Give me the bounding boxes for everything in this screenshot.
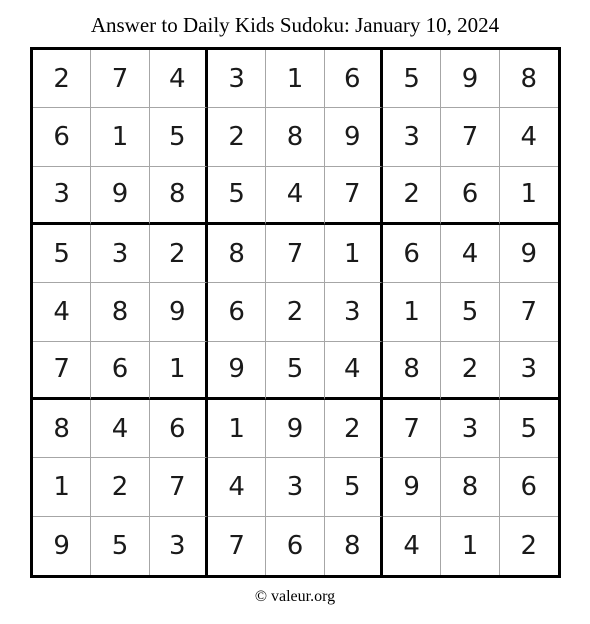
sudoku-cell-r3-c8: 6 [441,167,499,225]
sudoku-cell-r3-c1: 3 [33,167,91,225]
sudoku-cell-r3-c3: 8 [150,167,208,225]
sudoku-cell-r1-c2: 7 [91,50,149,108]
sudoku-cell-r9-c5: 6 [266,517,324,575]
sudoku-cell-r7-c4: 1 [208,400,266,458]
sudoku-cell-r3-c6: 7 [325,167,383,225]
sudoku-cell-r2-c4: 2 [208,108,266,166]
sudoku-cell-r4-c2: 3 [91,225,149,283]
sudoku-cell-r8-c8: 8 [441,458,499,516]
sudoku-cell-r6-c9: 3 [500,342,558,400]
sudoku-cell-r8-c7: 9 [383,458,441,516]
sudoku-cell-r9-c6: 8 [325,517,383,575]
sudoku-cell-r7-c2: 4 [91,400,149,458]
sudoku-cell-r1-c4: 3 [208,50,266,108]
sudoku-cell-r9-c3: 3 [150,517,208,575]
sudoku-cell-r9-c2: 5 [91,517,149,575]
sudoku-cell-r7-c6: 2 [325,400,383,458]
page-title: Answer to Daily Kids Sudoku: January 10, 2024 [90,13,500,37]
sudoku-cell-r9-c7: 4 [383,517,441,575]
sudoku-cell-r8-c9: 6 [500,458,558,516]
sudoku-cell-r2-c6: 9 [325,108,383,166]
sudoku-cell-r5-c3: 9 [150,283,208,341]
sudoku-cell-r8-c6: 5 [325,458,383,516]
sudoku-cell-r6-c4: 9 [208,342,266,400]
sudoku-grid [30,47,561,578]
sudoku-cell-r6-c3: 1 [150,342,208,400]
sudoku-cell-r5-c7: 1 [383,283,441,341]
sudoku-cell-r9-c1: 9 [33,517,91,575]
sudoku-cell-r7-c7: 7 [383,400,441,458]
sudoku-cell-r5-c8: 5 [441,283,499,341]
sudoku-cell-r7-c9: 5 [500,400,558,458]
sudoku-cell-r6-c1: 7 [33,342,91,400]
sudoku-cell-r8-c2: 2 [91,458,149,516]
sudoku-cell-r1-c6: 6 [325,50,383,108]
sudoku-cell-r7-c8: 3 [441,400,499,458]
sudoku-cell-r6-c8: 2 [441,342,499,400]
sudoku-cell-r4-c8: 4 [441,225,499,283]
sudoku-cell-r4-c1: 5 [33,225,91,283]
sudoku-cell-r9-c4: 7 [208,517,266,575]
sudoku-cell-r4-c3: 2 [150,225,208,283]
sudoku-cell-r5-c2: 8 [91,283,149,341]
sudoku-cell-r4-c9: 9 [500,225,558,283]
sudoku-cell-r3-c9: 1 [500,167,558,225]
sudoku-cell-r2-c3: 5 [150,108,208,166]
sudoku-cell-r8-c5: 3 [266,458,324,516]
sudoku-cell-r3-c5: 4 [266,167,324,225]
sudoku-cell-r1-c1: 2 [33,50,91,108]
sudoku-cell-r1-c3: 4 [150,50,208,108]
sudoku-cell-r5-c5: 2 [266,283,324,341]
copyright-footer: © valeur.org [254,588,336,605]
sudoku-cell-r9-c8: 1 [441,517,499,575]
sudoku-cell-r8-c4: 4 [208,458,266,516]
sudoku-cell-r6-c2: 6 [91,342,149,400]
sudoku-cell-r5-c6: 3 [325,283,383,341]
sudoku-cell-r2-c5: 8 [266,108,324,166]
sudoku-cell-r8-c3: 7 [150,458,208,516]
sudoku-cell-r6-c6: 4 [325,342,383,400]
sudoku-cell-r4-c7: 6 [383,225,441,283]
sudoku-cell-r1-c8: 9 [441,50,499,108]
sudoku-cell-r8-c1: 1 [33,458,91,516]
sudoku-cell-r2-c2: 1 [91,108,149,166]
sudoku-cell-r3-c4: 5 [208,167,266,225]
sudoku-cell-r1-c5: 1 [266,50,324,108]
sudoku-cell-r2-c8: 7 [441,108,499,166]
sudoku-cell-r7-c3: 6 [150,400,208,458]
sudoku-cell-r4-c4: 8 [208,225,266,283]
sudoku-cell-r6-c5: 5 [266,342,324,400]
sudoku-cell-r5-c1: 4 [33,283,91,341]
sudoku-cell-r5-c4: 6 [208,283,266,341]
sudoku-cell-r9-c9: 2 [520,530,538,561]
sudoku-cell-r2-c9: 4 [500,108,558,166]
sudoku-cell-r7-c5: 9 [266,400,324,458]
sudoku-cell-r5-c9: 7 [500,283,558,341]
sudoku-cell-r1-c7: 5 [383,50,441,108]
sudoku-cell-r2-c1: 6 [33,108,91,166]
sudoku-cell-r2-c7: 3 [383,108,441,166]
sudoku-cell-r3-c7: 2 [383,167,441,225]
sudoku-cell-r4-c6: 1 [325,225,383,283]
sudoku-cell-r4-c5: 7 [266,225,324,283]
sudoku-cell-r3-c2: 9 [91,167,149,225]
sudoku-cell-r7-c1: 8 [33,400,91,458]
sudoku-cell-r6-c7: 8 [383,342,441,400]
sudoku-cell-r1-c9: 8 [500,50,558,108]
